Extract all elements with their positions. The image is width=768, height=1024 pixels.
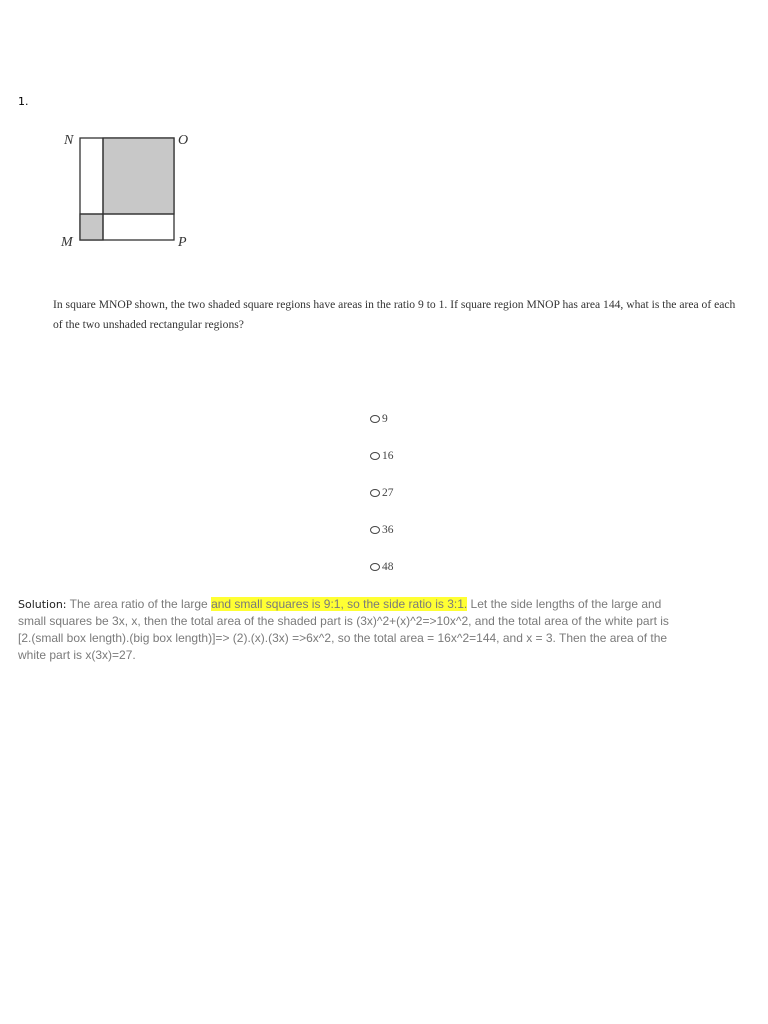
option-label: 16 (382, 449, 394, 462)
solution-paragraph (18, 596, 678, 664)
radio-icon[interactable] (370, 563, 380, 571)
option-label: 27 (382, 486, 394, 499)
question-text: In square MNOP shown, the two shaded square regions have areas in the ratio 9 to 1. If square region MNOP has area 144, what is the area of each of the two unshaded rectangular regions? (53, 298, 736, 331)
radio-icon[interactable] (370, 415, 380, 423)
radio-icon[interactable] (370, 489, 380, 497)
radio-icon[interactable] (370, 452, 380, 460)
option-9[interactable] (370, 400, 490, 437)
question-number: 1. (18, 95, 29, 108)
label-p: P (178, 235, 187, 250)
square-mnop-figure (56, 126, 206, 252)
solution-highlighted-text: and small squares is 9:1, so the side ratio is 3:1. (211, 597, 468, 611)
option-16[interactable] (370, 437, 490, 474)
radio-icon[interactable] (370, 526, 380, 534)
option-label: 48 (382, 560, 394, 573)
solution-text-after: Let the side lengths of the large and small squares be 3x, x, then the total area of the shaded part is (3x)^2+(x)^2=>10x^2, and the total area of the white part is [2.(small box length).(big box length)]=> (2).(x).(3x) =>6x^2, so the total area = 16x^2=144, and x = 3. Then the area of the white part is x(3x)=27. (18, 597, 669, 662)
option-27[interactable] (370, 474, 490, 511)
label-o: O (178, 133, 189, 148)
large-shaded-square (103, 138, 174, 214)
option-label: 36 (382, 523, 394, 536)
option-label: 9 (382, 412, 388, 425)
option-48[interactable] (370, 548, 490, 585)
option-36[interactable] (370, 511, 490, 548)
solution-label: Solution: (18, 598, 67, 611)
answer-options (370, 400, 490, 585)
label-n: N (64, 133, 74, 148)
label-m: M (61, 235, 73, 250)
solution-text-before: The area ratio of the large (66, 597, 212, 611)
small-shaded-square (80, 214, 103, 240)
